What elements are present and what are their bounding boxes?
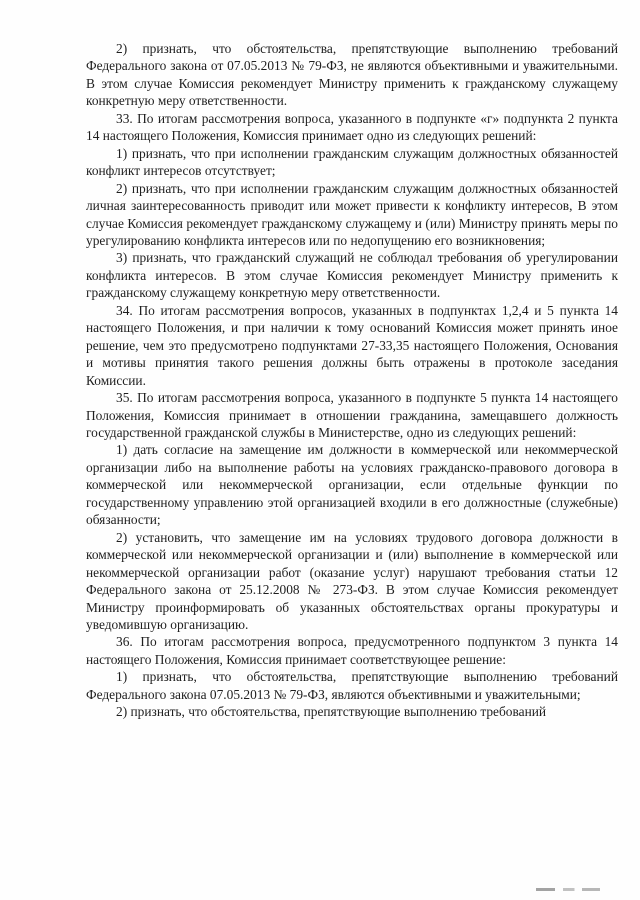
paragraph-33-item-1: 1) признать, что при исполнении гражданским служащим должностных обязанностей конфликт интересов отсутствует;	[86, 145, 618, 179]
paragraph-35-item-2: 2) установить, что замещение им на условиях трудового договора должности в коммерческой или некоммерческой организации и (или) выполнение в коммерческой или некоммерческой организации работ (оказание услуг) нарушают требования статьи 12 Федерального закона от 25.12.2008 № 273-ФЗ. В этом случае Комиссия рекомендует Министру проинформировать об указанных обстоятельствах органы прокуратуры и уведомившую организацию.	[86, 529, 618, 632]
paragraph-36-item-1: 1) признать, что обстоятельства, препятствующие выполнению требований Федерального закона 07.05.2013 № 79-ФЗ, являются объективными и уважительными;	[86, 669, 618, 702]
paragraph-34: 34. По итогам рассмотрения вопросов, указанных в подпунктах 1,2,4 и 5 пункта 14 настоящего Положения, и при наличии к тому оснований Комиссия может принять иное решение, чем это предусмотрено подпунктами 27-33,35 настоящего Положения, Основания и мотивы принятия такого решения должны быть отражены в протоколе заседания Комиссии.	[86, 302, 618, 388]
paragraph-35-item-1: 1) дать согласие на замещение им должности в коммерческой или некоммерческой организации либо на выполнение работы на условиях гражданско-правового договора в коммерческой или некоммерческой организации, если отдельные функции по государственному управлению этой организацией входили в его должностные (служебные) обязанности;	[86, 442, 618, 528]
paragraph-36-item-2: 2) признать, что обстоятельства, препятствующие выполнению требований	[116, 704, 547, 720]
scan-artifact	[536, 888, 600, 891]
document-body	[86, 40, 618, 721]
paragraph-36: 36. По итогам рассмотрения вопроса, предусмотренного подпунктом 3 пункта 14 настоящего Положения, Комиссия принимает соответствующее решение:	[86, 634, 618, 667]
paragraph-33: 33. По итогам рассмотрения вопроса, указанного в подпункте «г» подпункта 2 пункта 14 настоящего Положения, Комиссия принимает одно из следующих решений:	[86, 110, 618, 144]
paragraph-33-item-3: 3) признать, что гражданский служащий не соблюдал требования об урегулировании конфликта интересов. В этом случае Комиссия рекомендует Министру применить к гражданскому служащему конкретную меру ответственности.	[86, 250, 618, 301]
paragraph-32-item-2: 2) признать, что обстоятельства, препятствующие выполнению требований Федерального закона от 07.05.2013 № 79-ФЗ, не являются объективными и уважительными. В этом случае Комиссия рекомендует Министру применить к гражданскому служащему конкретную меру ответственности.	[86, 41, 618, 109]
paragraph-33-item-2: 2) признать, что при исполнении гражданским служащим должностных обязанностей личная заинтересованность приводит или может привести к конфликту интересов, В этом случае Комиссия рекомендует гражданскому служащему и (или) Министру принять меры по урегулированию конфликта интересов или по недопущению его возникновения;	[86, 180, 618, 248]
paragraph-35: 35. По итогам рассмотрения вопроса, указанного в подпункте 5 пункта 14 настоящего Положения, Комиссия принимает в отношении гражданина, замещавшего должность государственной гражданской службы в Министерстве, одно из следующих решений:	[86, 390, 618, 440]
